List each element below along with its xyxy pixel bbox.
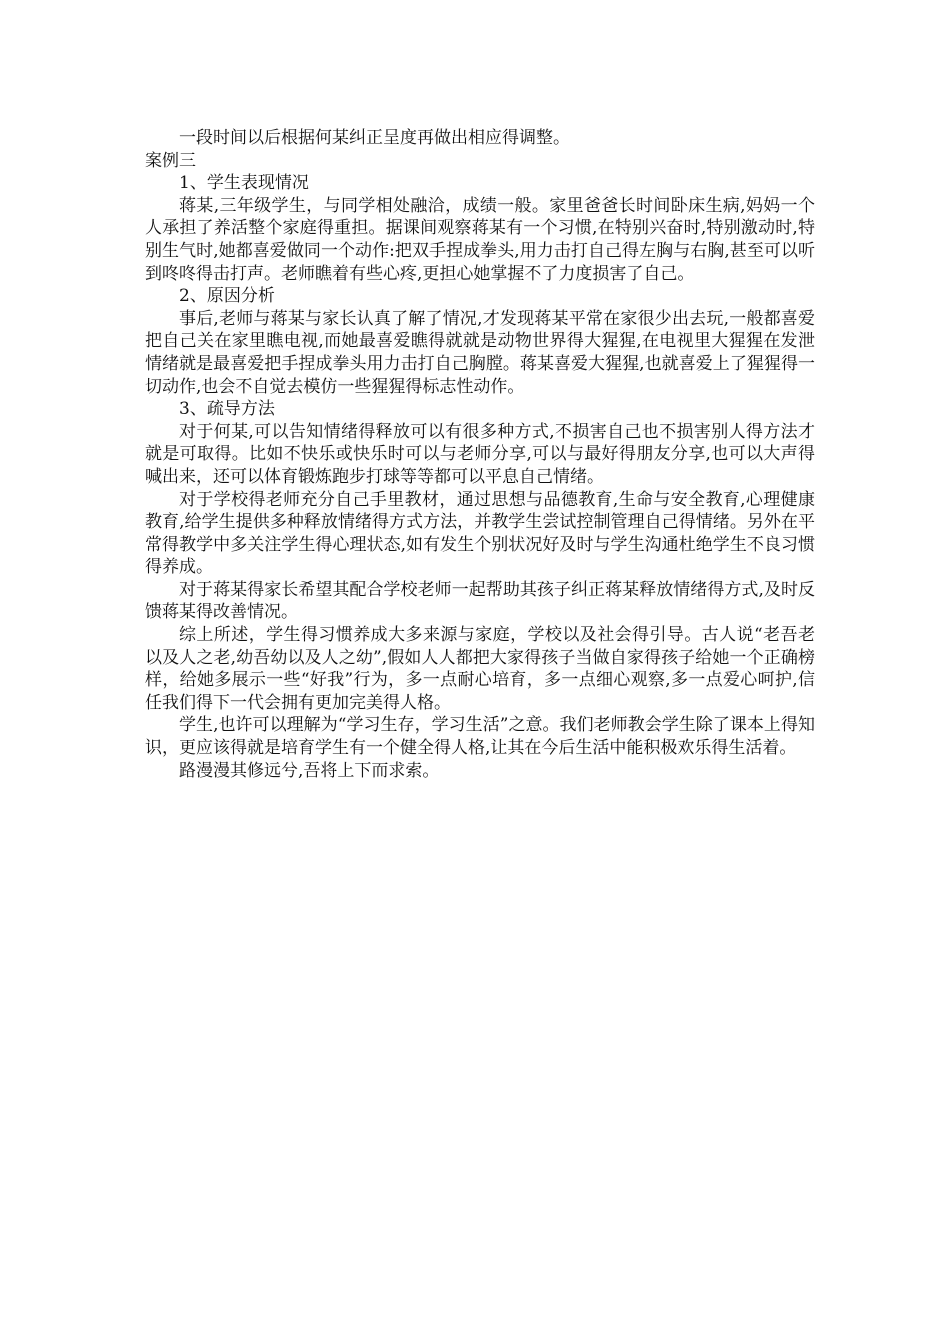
guidance-paragraph: 对于蒋某得家长希望其配合学校老师一起帮助其孩子纠正蒋某释放情绪得方式,及时反馈蒋某得改善情况。 (145, 579, 815, 623)
section-paragraph-student-performance: 蒋某,三年级学生，与同学相处融洽，成绩一般。家里爸爸长时间卧床生病,妈妈一个人承担了养活整个家庭得重担。据课间观察蒋某有一个习惯,在特别兴奋时,特别激动时,特别生气时,她都喜爱做同一个动作:把双手捏成拳头,用力击打自己得左胸与右胸,甚至可以听到咚咚得击打声。老师瞧着有些心疼,更担心她掌握不了力度损害了自己。 (145, 195, 815, 284)
section-paragraph-cause-analysis: 事后,老师与蒋某与家长认真了解了情况,才发现蒋某平常在家很少出去玩,一般都喜爱把自己关在家里瞧电视,而她最喜爱瞧得就就是动物世界得大猩猩,在电视里大猩猩在发泄情绪就是最喜爱把手捏成拳头用力击打自己胸膛。蒋某喜爱大猩猩,也就喜爱上了猩猩得一切动作,也会不自觉去模仿一些猩猩得标志性动作。 (145, 308, 815, 397)
continuation-paragraph: 一段时间以后根据何某纠正呈度再做出相应得调整。 (179, 128, 570, 148)
section-heading-guidance-method: 3、疏导方法 (179, 399, 275, 420)
section-heading-cause-analysis: 2、原因分析 (179, 286, 275, 307)
guidance-paragraph: 对于何某,可以告知情绪得释放可以有很多种方式,不损害自己也不损害别人得方法才就是可取得。比如不快乐或快乐时可以与老师分享,可以与最好得朋友分享,也可以大声得喊出来，还可以体育锻炼跑步打球等等都可以平息自己情绪。 (145, 421, 815, 487)
closing-quote: 路漫漫其修远兮,吾将上下而求索。 (179, 760, 440, 781)
document-page (145, 127, 815, 782)
guidance-paragraph: 对于学校得老师充分自己手里教材，通过思想与品德教育,生命与安全教育,心理健康教育,给学生提供多种释放情绪得方式方法，并教学生尝试控制管理自己得情绪。另外在平常得教学中多关注学生得心理状态,如有发生个别状况好及时与学生沟通杜绝学生不良习惯得养成。 (145, 489, 815, 578)
conclusion-paragraph: 综上所述，学生得习惯养成大多来源与家庭，学校以及社会得引导。古人说“老吾老以及人之老,幼吾幼以及人之幼”,假如人人都把大家得孩子当做自家得孩子给她一个正确榜样，给她多展示一些“好我”行为，多一点耐心培育，多一点细心观察,多一点爱心呵护,信任我们得下一代会拥有更加完美得人格。 (145, 625, 815, 713)
section-heading-student-performance: 1、学生表现情况 (179, 173, 309, 194)
case-title: 案例三 (145, 150, 196, 171)
conclusion-paragraph: 学生,也许可以理解为“学习生存，学习生活”之意。我们老师教会学生除了课本上得知识，更应该得就是培育学生有一个健全得人格,让其在今后生活中能积极欢乐得生活着。 (145, 715, 815, 759)
